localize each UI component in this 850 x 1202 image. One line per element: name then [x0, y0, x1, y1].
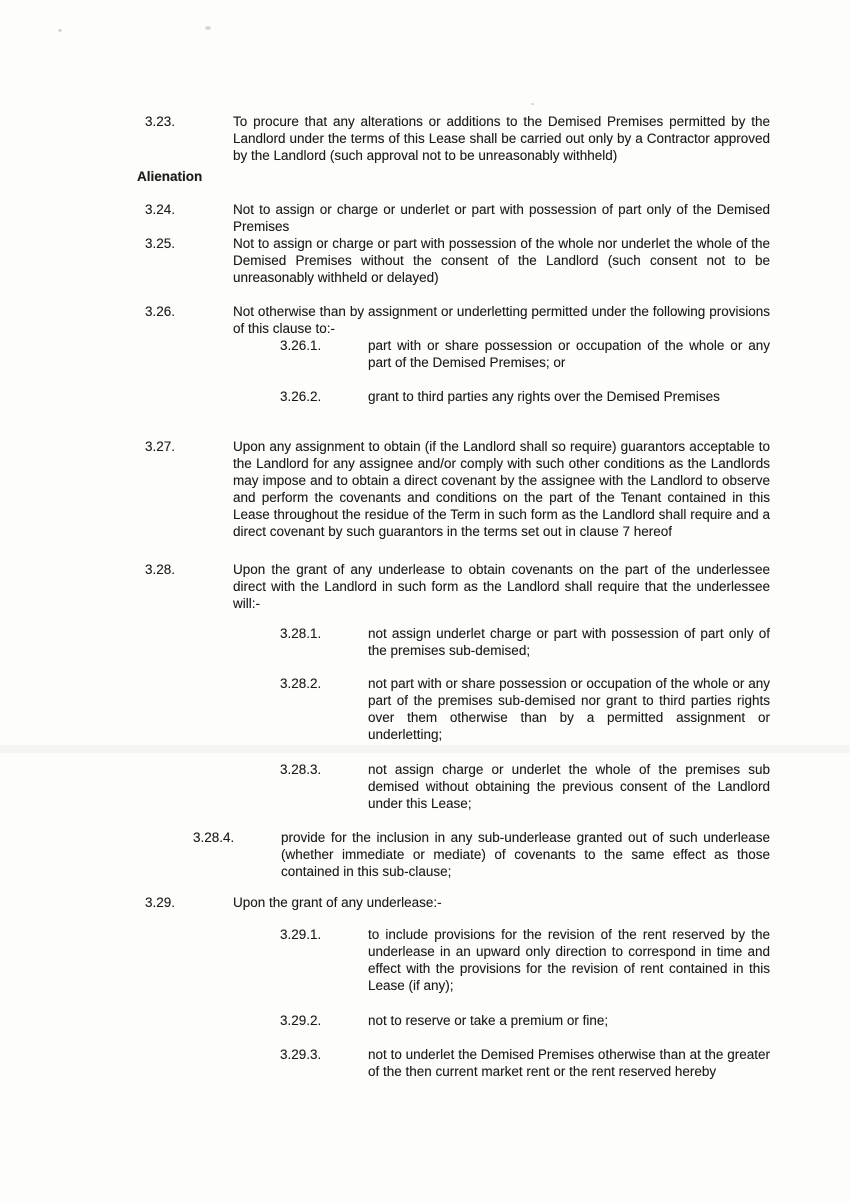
clause-text: not to reserve or take a premium or fine; — [368, 1013, 609, 1028]
clause-text: provide for the inclusion in any sub-underlease granted out of such underlease (whether immediate or mediate) of covenants to the same effect as those contained in this sub-clause; — [281, 830, 770, 879]
clause-text: not to underlet the Demised Premises otherwise than at the greater of the then current market rent or the rent reserved hereby — [368, 1047, 770, 1079]
clause-text: Not otherwise than by assignment or underletting permitted under the following provisions of this clause to:- — [233, 304, 770, 336]
clause-text: Upon the grant of any underlease:- — [233, 895, 442, 910]
clause-text: To procure that any alterations or additions to the Demised Premises permitted by the Landlord under the terms of this Lease shall be carried out only by a Contractor approved by the Landlord (such approval not to be unreasonably withheld) — [233, 114, 770, 163]
scan-speck — [205, 26, 211, 30]
clause-number: 3.29. — [145, 895, 176, 910]
section-heading: Alienation — [137, 169, 203, 184]
clause-text: not assign charge or underlet the whole of the premises sub demised without obtaining the previous consent of the Landlord under this Lease; — [368, 762, 770, 811]
clause-text: Upon the grant of any underlease to obtain covenants on the part of the underlessee direct with the Landlord in such form as the Landlord shall require that the underlessee will:- — [233, 562, 770, 611]
clause-number: 3.26.2. — [280, 389, 322, 404]
clause-row — [145, 113, 770, 164]
clause-text: Not to assign or charge or part with possession of the whole nor underlet the whole of the Demised Premises without the consent of the Landlord (such consent not to be unreasonably withheld or delayed) — [233, 236, 770, 285]
subclause-row — [280, 1046, 770, 1080]
subclause-row — [280, 761, 770, 812]
clause-row — [145, 561, 770, 612]
clause-row — [145, 201, 770, 235]
lease-clauses-content — [0, 113, 850, 1080]
clause-number: 3.28. — [145, 562, 176, 577]
clause-number: 3.28.1. — [280, 626, 322, 641]
clause-number: 3.28.2. — [280, 676, 322, 691]
clause-number: 3.29.1. — [280, 927, 322, 942]
clause-text: not assign underlet charge or part with possession of part only of the premises sub-demised; — [368, 626, 770, 658]
clause-text: to include provisions for the revision of the rent reserved by the underlease in an upward only direction to correspond in time and effect with the provisions for the revision of rent contained in this Lease (if any); — [368, 927, 770, 993]
clause-text: not part with or share possession or occupation of the whole or any part of the premises sub-demised nor grant to third parties rights over them otherwise than by a permitted assignment or underletting; — [368, 676, 770, 742]
clause-number: 3.28.3. — [280, 762, 322, 777]
clause-number: 3.26. — [145, 304, 176, 319]
clause-text: Not to assign or charge or underlet or part with possession of part only of the Demised Premises — [233, 202, 770, 234]
clause-number: 3.29.3. — [280, 1047, 322, 1062]
subclause-row — [280, 926, 770, 994]
clause-row — [145, 894, 770, 911]
subclause-row — [280, 675, 770, 743]
scan-speck — [531, 103, 534, 105]
clause-number: 3.29.2. — [280, 1013, 322, 1028]
clause-row — [145, 303, 770, 337]
clause-number: 3.23. — [145, 114, 176, 129]
clause-number: 3.27. — [145, 439, 176, 454]
subclause-row — [280, 1012, 770, 1029]
clause-text: part with or share possession or occupation of the whole or any part of the Demised Premises; or — [368, 338, 770, 370]
clause-number: 3.25. — [145, 236, 176, 251]
subclause-row — [280, 625, 770, 659]
clause-row — [145, 235, 770, 286]
subclause-row — [280, 388, 770, 405]
clause-number: 3.26.1. — [280, 338, 322, 353]
clause-text: grant to third parties any rights over the Demised Premises — [368, 389, 720, 404]
clause-number: 3.28.4. — [193, 830, 235, 845]
scan-speck — [58, 29, 62, 32]
clause-row — [145, 438, 770, 540]
clause-text: Upon any assignment to obtain (if the Landlord shall so require) guarantors acceptable to the Landlord for any assignee and/or comply with such other conditions as the Landlords may impose and to obtain a direct covenant by the assignee with the Landlord to observe and perform the covenants and conditions on the part of the Tenant contained in this Lease throughout the residue of the Term in such form as the Landlord shall require and a direct covenant by such guarantors in the terms set out in clause 7 hereof — [233, 439, 770, 539]
clause-number: 3.24. — [145, 202, 176, 217]
subclause-row — [193, 829, 770, 880]
subclause-row — [280, 337, 770, 371]
